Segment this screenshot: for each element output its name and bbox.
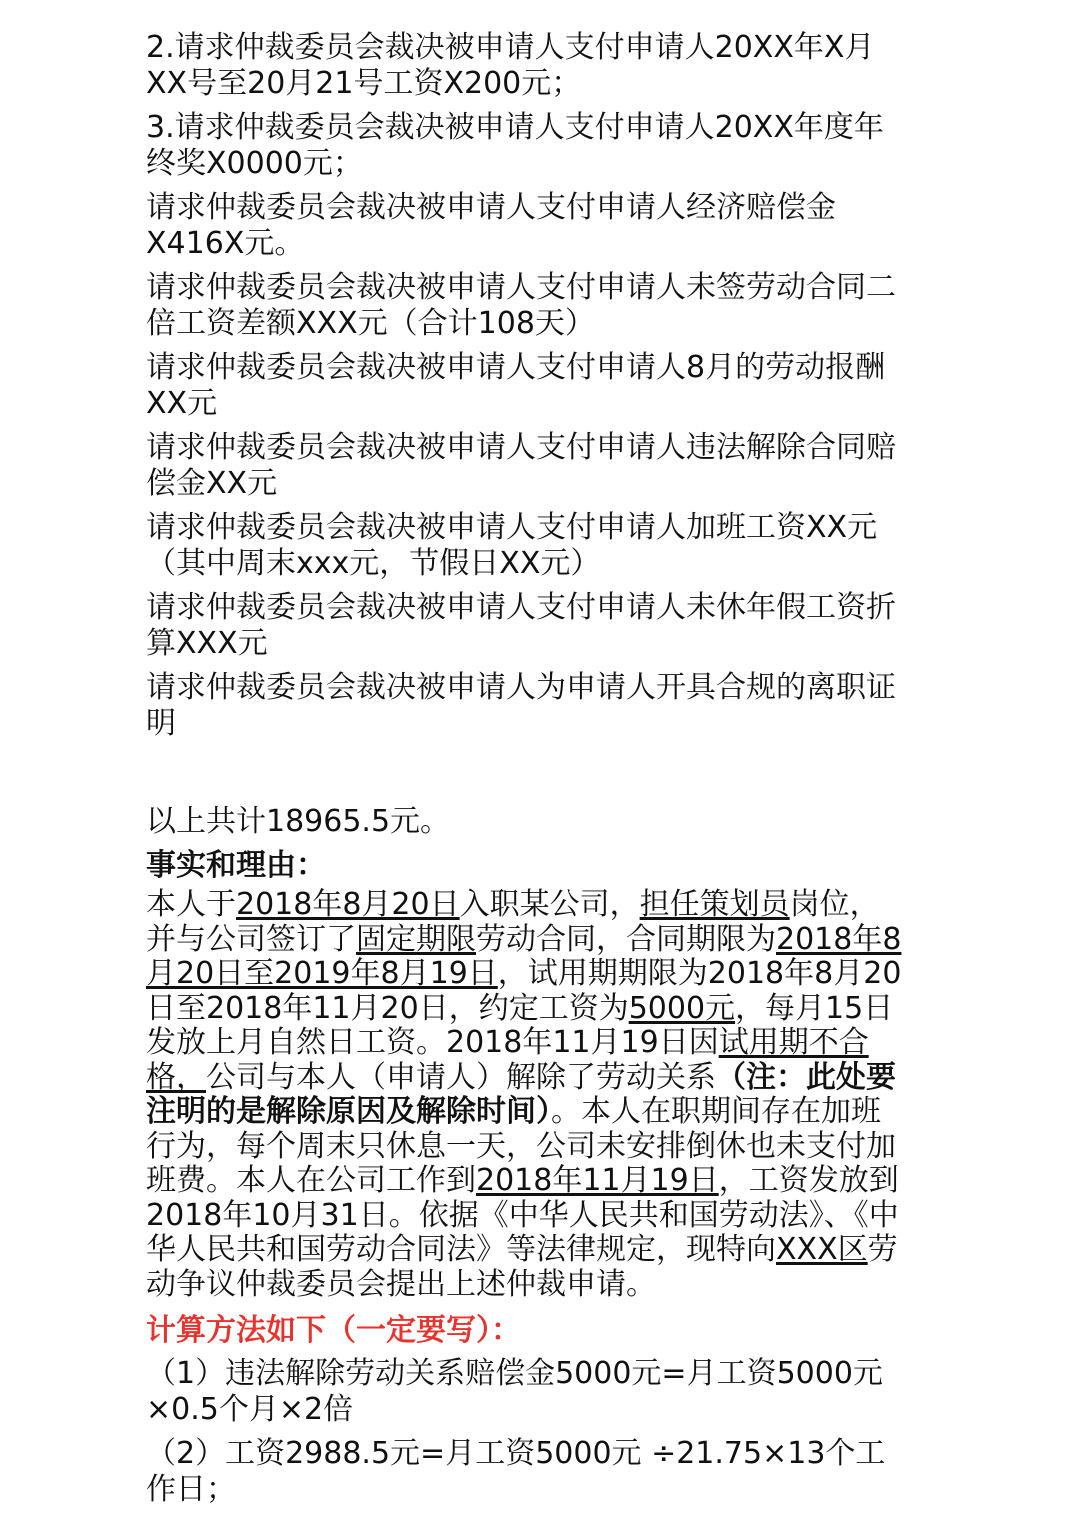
- facts-text: 本人于: [146, 887, 236, 922]
- total-amount: 以上共计18965.5元。: [146, 804, 451, 839]
- facts-text: 劳动争议仲裁委员会提出上述仲裁申请。: [146, 1232, 898, 1302]
- district-name: XXX区: [776, 1232, 868, 1267]
- facts-text: ，工资发放到2018年10月31日。依据《中华人民共和国劳动法》、《中华人民共和国劳动合同法》等法律规定，现特向: [146, 1163, 899, 1267]
- claims-list: [146, 30, 906, 742]
- claim-item: 请求仲裁委员会裁决被申请人支付申请人加班工资XX元（其中周末xxx元，节假日XX元）: [146, 510, 878, 581]
- contract-period: 2018年8月20日至2019年8月19日: [146, 921, 902, 991]
- job-position: 担任策划员: [639, 887, 790, 922]
- facts-text: 。本人在职期间存在加班行为，每个周末只休息一天，公司未安排倒休也未支付加班费。本人在公司工作到: [146, 1094, 896, 1198]
- facts-heading: 事实和理由：: [146, 848, 326, 883]
- facts-text: 岗位，并与公司签订了: [146, 887, 880, 957]
- calculation-item: （2）工资2988.5元=月工资5000元 ÷21.75×13个工作日；: [146, 1436, 886, 1507]
- facts-text: ，每月15日发放上月自然日工资。2018年11月19日因: [146, 990, 894, 1060]
- hire-date: 2018年8月20日: [236, 887, 460, 922]
- claim-item: 请求仲裁委员会裁决被申请人支付申请人未休年假工资折算XXX元: [146, 590, 896, 661]
- facts-note: （注：此处要注明的是解除原因及解除时间）: [146, 1059, 896, 1129]
- claim-item: 请求仲裁委员会裁决被申请人支付申请人未签劳动合同二倍工资差额XXX元（合计108天）: [146, 270, 896, 341]
- facts-text: 公司与本人（申请人）解除了劳动关系: [206, 1059, 716, 1095]
- contract-type: 固定期限: [356, 921, 476, 957]
- facts-text: ，试用期期限为2018年8月20日至2018年11月20日，约定工资为: [146, 956, 902, 1026]
- claim-item: 请求仲裁委员会裁决被申请人支付申请人违法解除合同赔偿金XX元: [146, 430, 896, 501]
- document-body: [146, 30, 906, 1516]
- claim-item: 请求仲裁委员会裁决被申请人为申请人开具合规的离职证明: [146, 670, 896, 741]
- facts-text: 劳动合同，合同期限为: [476, 921, 776, 957]
- claim-item: 3.请求仲裁委员会裁决被申请人支付申请人20XX年度年终奖X0000元；: [146, 110, 884, 181]
- calculation-heading: 计算方法如下（一定要写）：: [146, 1313, 521, 1348]
- claim-item: 请求仲裁委员会裁决被申请人支付申请人经济赔偿金X416X元。: [146, 190, 836, 261]
- termination-reason: 试用期不合格，: [146, 1025, 869, 1095]
- agreed-salary: 5000元: [628, 990, 736, 1026]
- calculation-item: （1）违法解除劳动关系赔偿金5000元=月工资5000元×0.5个月×2倍: [146, 1356, 883, 1427]
- claim-item: 请求仲裁委员会裁决被申请人支付申请人8月的劳动报酬 XX元: [146, 350, 886, 421]
- blank-line: [146, 750, 906, 804]
- last-work-date: 2018年11月19日: [476, 1163, 719, 1198]
- facts-paragraph: [146, 888, 906, 1302]
- claim-item: 2.请求仲裁委员会裁决被申请人支付申请人20XX年X月XX号至20月21号工资X200元；: [146, 30, 875, 101]
- facts-text: 入职某公司，: [459, 887, 640, 922]
